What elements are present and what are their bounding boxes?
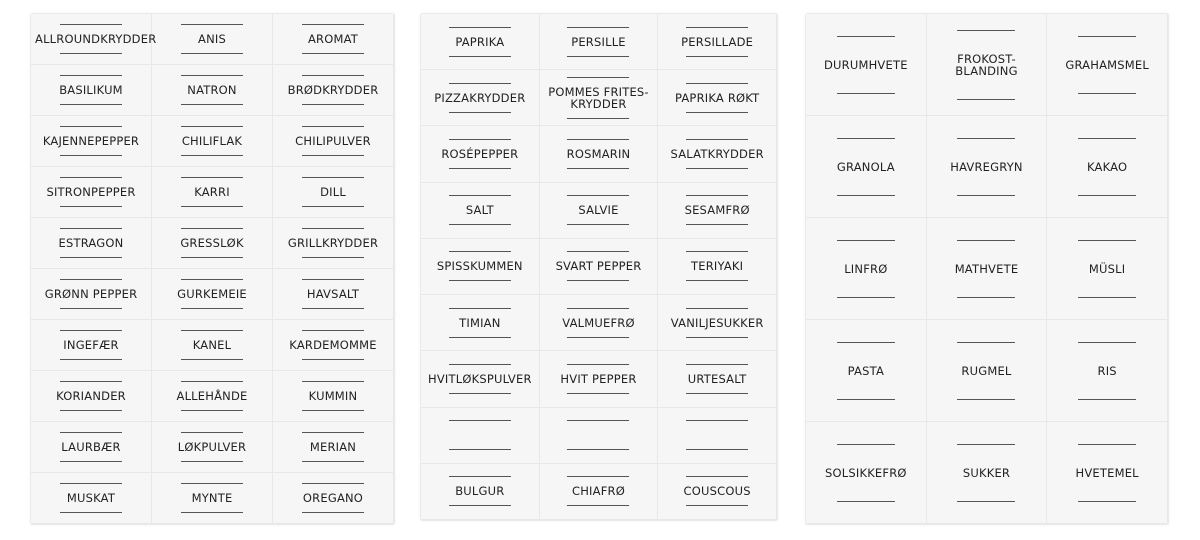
label-bottom-line bbox=[302, 410, 364, 411]
label-bottom-line bbox=[181, 53, 243, 54]
label-top-line bbox=[686, 476, 748, 477]
label-bottom-line bbox=[60, 155, 122, 156]
spice-label bbox=[658, 464, 777, 520]
label-top-line bbox=[181, 75, 243, 76]
label-top-line bbox=[181, 330, 243, 331]
spice-label bbox=[152, 116, 273, 167]
label-top-line bbox=[837, 444, 895, 445]
spice-label bbox=[540, 183, 659, 239]
spice-label bbox=[152, 218, 273, 269]
label-top-line bbox=[60, 330, 122, 331]
label-top-line bbox=[567, 77, 629, 78]
label-bottom-line bbox=[181, 512, 243, 513]
label-bottom-line bbox=[449, 449, 511, 450]
label-text: CHILIFLAK bbox=[181, 134, 243, 148]
label-text: URTESALT bbox=[687, 371, 747, 386]
spice-label bbox=[421, 183, 540, 239]
label-bottom-line bbox=[181, 104, 243, 105]
label-bottom-line bbox=[302, 206, 364, 207]
spice-label bbox=[927, 320, 1048, 422]
label-text: INGEFÆR bbox=[63, 338, 119, 352]
spice-label bbox=[31, 473, 152, 524]
label-top-line bbox=[957, 240, 1015, 241]
label-text: GRØNN PEPPER bbox=[44, 287, 138, 301]
label-bottom-line bbox=[302, 461, 364, 462]
label-top-line bbox=[957, 138, 1015, 139]
label-bottom-line bbox=[302, 53, 364, 54]
label-top-line bbox=[686, 251, 748, 252]
label-bottom-line bbox=[181, 206, 243, 207]
spice-label bbox=[1047, 218, 1168, 320]
label-top-line bbox=[449, 308, 511, 309]
spice-label bbox=[1047, 14, 1168, 116]
label-bottom-line bbox=[567, 449, 629, 450]
label-text: HVETEMEL bbox=[1075, 465, 1139, 480]
label-text: TERIYAKI bbox=[691, 259, 744, 274]
spice-label bbox=[806, 320, 927, 422]
label-bottom-line bbox=[837, 93, 895, 94]
spice-label bbox=[421, 464, 540, 520]
label-bottom-line bbox=[60, 53, 122, 54]
label-text: SESAMFRØ bbox=[684, 203, 750, 218]
label-top-line bbox=[837, 138, 895, 139]
spice-label bbox=[152, 14, 273, 65]
spice-label bbox=[806, 116, 927, 218]
label-bottom-line bbox=[686, 280, 748, 281]
label-bottom-line bbox=[567, 337, 629, 338]
label-top-line bbox=[1078, 444, 1136, 445]
label-top-line bbox=[837, 342, 895, 343]
label-text: KORIANDER bbox=[56, 389, 126, 403]
label-text: SUKKER bbox=[962, 465, 1011, 480]
spice-label bbox=[152, 65, 273, 116]
spice-label bbox=[540, 408, 659, 464]
label-bottom-line bbox=[302, 104, 364, 105]
label-top-line bbox=[686, 195, 748, 196]
label-top-line bbox=[449, 476, 511, 477]
label-top-line bbox=[567, 364, 629, 365]
label-bottom-line bbox=[957, 195, 1015, 196]
spice-label bbox=[152, 422, 273, 473]
label-top-line bbox=[302, 126, 364, 127]
spice-label bbox=[31, 422, 152, 473]
spice-label bbox=[806, 422, 927, 524]
spice-label bbox=[927, 422, 1048, 524]
spice-label bbox=[152, 320, 273, 371]
label-bottom-line bbox=[60, 410, 122, 411]
label-text: ROSÉPEPPER bbox=[441, 147, 519, 162]
spice-label bbox=[1047, 116, 1168, 218]
label-bottom-line bbox=[60, 512, 122, 513]
label-text: BRØDKRYDDER bbox=[287, 83, 379, 97]
label-top-line bbox=[449, 27, 511, 28]
label-text: SITRONPEPPER bbox=[46, 185, 136, 199]
label-bottom-line bbox=[60, 308, 122, 309]
label-text: MUSKAT bbox=[66, 491, 116, 505]
label-top-line bbox=[449, 195, 511, 196]
label-bottom-line bbox=[181, 308, 243, 309]
label-bottom-line bbox=[1078, 297, 1136, 298]
label-bottom-line bbox=[567, 280, 629, 281]
label-top-line bbox=[181, 126, 243, 127]
spice-label bbox=[1047, 422, 1168, 524]
label-bottom-line bbox=[1078, 93, 1136, 94]
label-text: OREGANO bbox=[302, 491, 364, 505]
label-bottom-line bbox=[567, 118, 629, 119]
label-top-line bbox=[567, 251, 629, 252]
label-text: GURKEMEIE bbox=[177, 287, 247, 301]
spice-label bbox=[806, 14, 927, 116]
label-text: LØKPULVER bbox=[177, 440, 247, 454]
spice-label bbox=[152, 473, 273, 524]
label-bottom-line bbox=[181, 257, 243, 258]
label-text: PASTA bbox=[847, 363, 885, 378]
label-top-line bbox=[449, 139, 511, 140]
label-text: LAURBÆR bbox=[61, 440, 121, 454]
label-top-line bbox=[302, 432, 364, 433]
label-text: GRILLKRYDDER bbox=[287, 236, 379, 250]
label-bottom-line bbox=[181, 359, 243, 360]
spice-label bbox=[31, 167, 152, 218]
label-text: KARDEMOMME bbox=[289, 338, 377, 352]
label-top-line bbox=[449, 251, 511, 252]
label-text: KAJENNEPEPPER bbox=[42, 134, 140, 148]
spice-label bbox=[31, 218, 152, 269]
label-bottom-line bbox=[567, 505, 629, 506]
label-bottom-line bbox=[567, 56, 629, 57]
spice-label bbox=[658, 70, 777, 126]
label-bottom-line bbox=[837, 195, 895, 196]
spice-label bbox=[540, 126, 659, 182]
label-text: AROMAT bbox=[307, 32, 359, 46]
label-top-line bbox=[302, 381, 364, 382]
label-top-line bbox=[686, 27, 748, 28]
spice-label bbox=[540, 351, 659, 407]
label-top-line bbox=[567, 139, 629, 140]
label-bottom-line bbox=[686, 112, 748, 113]
label-text: ROSMARIN bbox=[566, 147, 631, 162]
label-top-line bbox=[302, 177, 364, 178]
label-top-line bbox=[567, 27, 629, 28]
label-text: NATRON bbox=[187, 83, 237, 97]
spice-label bbox=[273, 473, 394, 524]
label-top-line bbox=[60, 483, 122, 484]
label-bottom-line bbox=[302, 308, 364, 309]
label-top-line bbox=[1078, 138, 1136, 139]
label-text: SPISSKUMMEN bbox=[436, 259, 523, 274]
label-top-line bbox=[686, 139, 748, 140]
spice-label bbox=[658, 14, 777, 70]
label-bottom-line bbox=[302, 155, 364, 156]
label-bottom-line bbox=[686, 449, 748, 450]
spice-label bbox=[31, 371, 152, 422]
label-top-line bbox=[60, 432, 122, 433]
spice-label bbox=[658, 295, 777, 351]
label-top-line bbox=[60, 381, 122, 382]
label-text: CHILIPULVER bbox=[295, 134, 371, 148]
label-top-line bbox=[302, 279, 364, 280]
label-bottom-line bbox=[449, 337, 511, 338]
label-text: KANEL bbox=[192, 338, 232, 352]
label-text: DURUMHVETE bbox=[823, 57, 908, 72]
label-bottom-line bbox=[449, 393, 511, 394]
spice-label bbox=[927, 14, 1048, 116]
spice-label bbox=[31, 65, 152, 116]
label-text: ALLROUNDKRYDDER bbox=[35, 32, 157, 46]
label-text: ALLEHÅNDE bbox=[176, 389, 248, 403]
label-text: SALT bbox=[465, 203, 494, 218]
label-text: SOLSIKKEFRØ bbox=[825, 465, 907, 480]
label-bottom-line bbox=[60, 206, 122, 207]
label-top-line bbox=[567, 195, 629, 196]
label-bottom-line bbox=[449, 224, 511, 225]
label-top-line bbox=[837, 36, 895, 37]
label-bottom-line bbox=[1078, 195, 1136, 196]
spice-label bbox=[1047, 320, 1168, 422]
label-top-line bbox=[60, 75, 122, 76]
label-top-line bbox=[1078, 240, 1136, 241]
spice-label bbox=[421, 295, 540, 351]
spice-label bbox=[273, 320, 394, 371]
spice-label bbox=[273, 116, 394, 167]
label-bottom-line bbox=[686, 224, 748, 225]
label-top-line bbox=[60, 24, 122, 25]
spice-label bbox=[273, 422, 394, 473]
label-text: DILL bbox=[320, 185, 346, 199]
label-bottom-line bbox=[567, 224, 629, 225]
label-text: BULGUR bbox=[455, 484, 505, 499]
spice-label bbox=[658, 239, 777, 295]
label-top-line bbox=[60, 228, 122, 229]
label-bottom-line bbox=[60, 257, 122, 258]
spice-label bbox=[540, 295, 659, 351]
spice-label bbox=[806, 218, 927, 320]
label-text: POMMES FRITES- KRYDDER bbox=[548, 84, 649, 111]
label-top-line bbox=[1078, 36, 1136, 37]
label-text: PERSILLE bbox=[571, 34, 626, 49]
label-text: HAVREGRYN bbox=[950, 159, 1023, 174]
spice-label bbox=[273, 269, 394, 320]
spice-label bbox=[421, 408, 540, 464]
spice-label bbox=[31, 320, 152, 371]
label-bottom-line bbox=[957, 501, 1015, 502]
label-text: PIZZAKRYDDER bbox=[434, 90, 526, 105]
label-top-line bbox=[302, 24, 364, 25]
label-top-line bbox=[957, 444, 1015, 445]
spice-label bbox=[31, 116, 152, 167]
label-bottom-line bbox=[449, 112, 511, 113]
label-text: HAVSALT bbox=[306, 287, 360, 301]
spice-label bbox=[273, 65, 394, 116]
label-bottom-line bbox=[837, 297, 895, 298]
label-top-line bbox=[567, 420, 629, 421]
label-bottom-line bbox=[686, 337, 748, 338]
label-text: RUGMEL bbox=[961, 363, 1012, 378]
spice-label bbox=[421, 239, 540, 295]
label-text: ESTRAGON bbox=[58, 236, 124, 250]
label-bottom-line bbox=[302, 512, 364, 513]
label-top-line bbox=[686, 308, 748, 309]
label-bottom-line bbox=[181, 410, 243, 411]
spice-label bbox=[152, 269, 273, 320]
label-bottom-line bbox=[181, 155, 243, 156]
label-top-line bbox=[957, 342, 1015, 343]
label-bottom-line bbox=[302, 359, 364, 360]
label-bottom-line bbox=[449, 56, 511, 57]
label-bottom-line bbox=[1078, 399, 1136, 400]
label-sheet-grains bbox=[806, 14, 1168, 524]
label-bottom-line bbox=[60, 461, 122, 462]
label-bottom-line bbox=[60, 104, 122, 105]
label-bottom-line bbox=[302, 257, 364, 258]
spice-label bbox=[927, 218, 1048, 320]
label-top-line bbox=[181, 483, 243, 484]
label-text: VANILJESUKKER bbox=[670, 315, 764, 330]
label-top-line bbox=[567, 476, 629, 477]
label-text: HVITLØKSPULVER bbox=[428, 371, 532, 386]
label-text: MATHVETE bbox=[954, 261, 1019, 276]
spice-label bbox=[540, 14, 659, 70]
label-top-line bbox=[1078, 342, 1136, 343]
label-bottom-line bbox=[957, 399, 1015, 400]
label-bottom-line bbox=[567, 393, 629, 394]
label-bottom-line bbox=[957, 99, 1015, 100]
spice-label bbox=[658, 183, 777, 239]
label-bottom-line bbox=[60, 359, 122, 360]
spice-label bbox=[152, 371, 273, 422]
label-bottom-line bbox=[449, 168, 511, 169]
label-top-line bbox=[302, 330, 364, 331]
label-top-line bbox=[957, 30, 1015, 31]
label-text: SALATKRYDDER bbox=[670, 147, 764, 162]
spice-label bbox=[421, 126, 540, 182]
spice-label bbox=[421, 70, 540, 126]
spice-label bbox=[273, 218, 394, 269]
label-text: KARRI bbox=[194, 185, 230, 199]
label-bottom-line bbox=[686, 168, 748, 169]
label-bottom-line bbox=[567, 168, 629, 169]
label-top-line bbox=[837, 240, 895, 241]
label-text: KUMMIN bbox=[308, 389, 358, 403]
label-bottom-line bbox=[837, 399, 895, 400]
label-top-line bbox=[181, 24, 243, 25]
label-text: GRANOLA bbox=[836, 159, 895, 174]
label-top-line bbox=[302, 75, 364, 76]
label-top-line bbox=[302, 228, 364, 229]
label-top-line bbox=[567, 308, 629, 309]
label-text: CHIAFRØ bbox=[571, 484, 625, 499]
label-bottom-line bbox=[686, 505, 748, 506]
spice-label bbox=[658, 126, 777, 182]
label-bottom-line bbox=[181, 461, 243, 462]
spice-label bbox=[540, 239, 659, 295]
label-top-line bbox=[181, 279, 243, 280]
label-top-line bbox=[181, 381, 243, 382]
label-text: BASILIKUM bbox=[59, 83, 123, 97]
label-text: PAPRIKA bbox=[455, 34, 505, 49]
label-text: HVIT PEPPER bbox=[560, 371, 637, 386]
label-text: COUSCOUS bbox=[683, 484, 751, 499]
spice-label bbox=[540, 70, 659, 126]
label-top-line bbox=[60, 126, 122, 127]
label-text: GRESSLØK bbox=[180, 236, 244, 250]
label-bottom-line bbox=[957, 297, 1015, 298]
label-top-line bbox=[686, 364, 748, 365]
spice-label bbox=[421, 351, 540, 407]
label-top-line bbox=[449, 83, 511, 84]
label-top-line bbox=[686, 83, 748, 84]
label-sheet-spices-2 bbox=[421, 14, 777, 520]
label-top-line bbox=[449, 420, 511, 421]
label-text: VALMUEFRØ bbox=[562, 315, 635, 330]
label-text: TIMIAN bbox=[459, 315, 501, 330]
label-top-line bbox=[181, 177, 243, 178]
spice-label bbox=[658, 351, 777, 407]
spice-label bbox=[421, 14, 540, 70]
label-text: KAKAO bbox=[1087, 159, 1128, 174]
label-bottom-line bbox=[1078, 501, 1136, 502]
label-text: MÜSLI bbox=[1088, 261, 1126, 276]
label-text: MERIAN bbox=[309, 440, 357, 454]
label-bottom-line bbox=[837, 501, 895, 502]
label-text: ANIS bbox=[198, 32, 226, 46]
label-top-line bbox=[686, 420, 748, 421]
spice-label bbox=[658, 408, 777, 464]
label-text: GRAHAMSMEL bbox=[1065, 57, 1149, 72]
spice-label bbox=[273, 167, 394, 218]
label-sheet-spices-1 bbox=[31, 14, 394, 524]
label-text: SVART PEPPER bbox=[555, 259, 642, 274]
label-bottom-line bbox=[449, 280, 511, 281]
label-top-line bbox=[60, 177, 122, 178]
spice-label bbox=[273, 371, 394, 422]
label-text: LINFRØ bbox=[844, 261, 888, 276]
label-top-line bbox=[449, 364, 511, 365]
label-top-line bbox=[60, 279, 122, 280]
label-text: SALVIE bbox=[578, 203, 619, 218]
label-bottom-line bbox=[686, 56, 748, 57]
label-text: MYNTE bbox=[191, 491, 233, 505]
label-bottom-line bbox=[686, 393, 748, 394]
label-text: PAPRIKA RØKT bbox=[674, 90, 760, 105]
label-text: PERSILLADE bbox=[681, 34, 754, 49]
spice-label bbox=[927, 116, 1048, 218]
label-top-line bbox=[181, 228, 243, 229]
label-text: FROKOST- BLANDING bbox=[955, 51, 1018, 78]
label-bottom-line bbox=[449, 505, 511, 506]
label-top-line bbox=[181, 432, 243, 433]
spice-label bbox=[152, 167, 273, 218]
spice-label bbox=[31, 269, 152, 320]
label-top-line bbox=[302, 483, 364, 484]
spice-label bbox=[540, 464, 659, 520]
spice-label bbox=[31, 14, 157, 65]
spice-label bbox=[273, 14, 394, 65]
label-text: RIS bbox=[1097, 363, 1117, 378]
